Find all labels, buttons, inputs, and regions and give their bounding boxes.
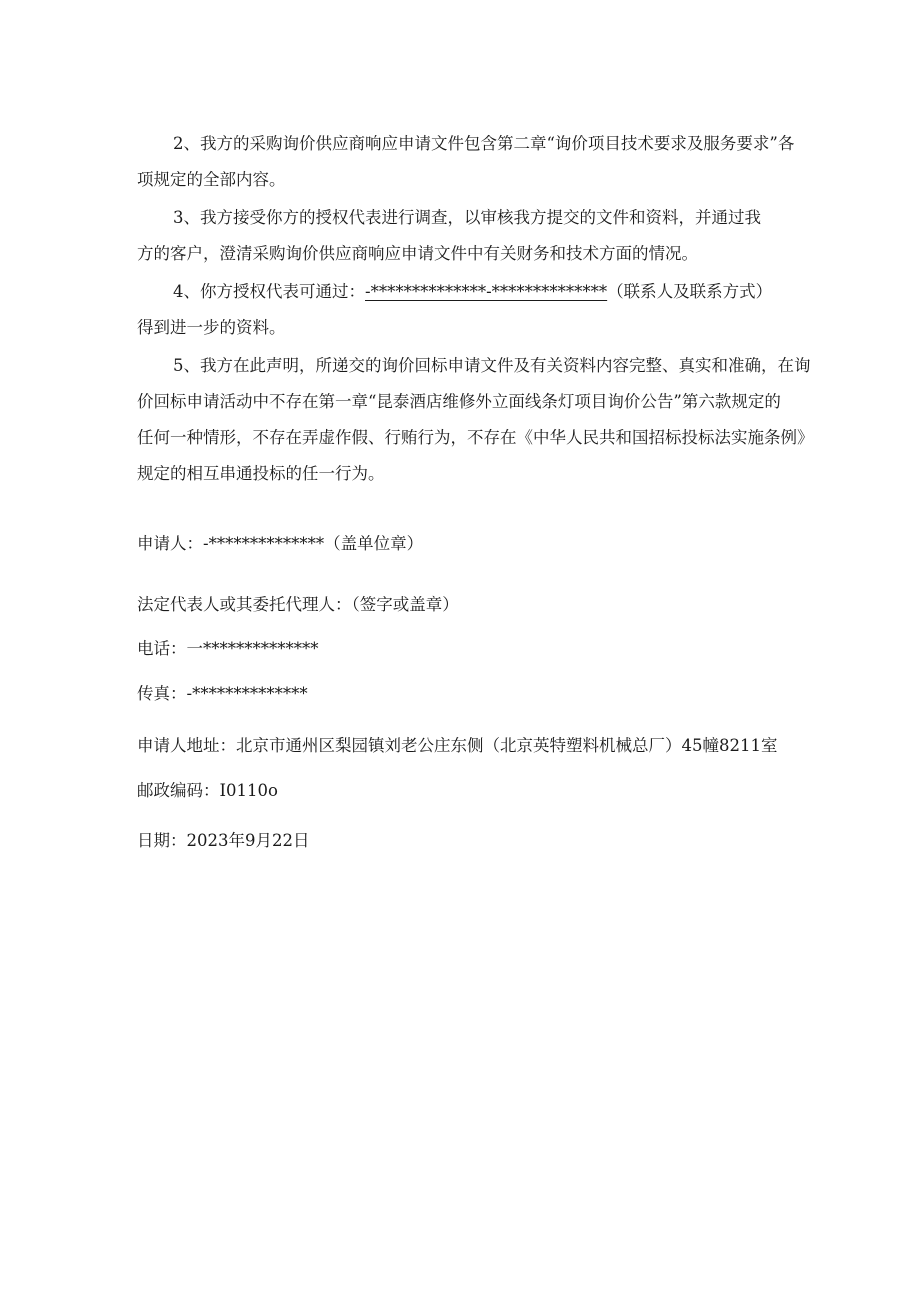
postcode-value: I0110o	[219, 781, 278, 800]
clause-3	[137, 200, 817, 272]
clause-4	[137, 274, 817, 346]
date-line: 日期：2023年9月22日	[137, 831, 310, 850]
applicant-line: 申请人：-**************（盖单位章）	[137, 534, 424, 553]
postcode-line	[137, 779, 278, 803]
clause-2-line-1: 2、我方的采购询价供应商响应申请文件包含第二章“询价项目技术要求及服务要求”各	[173, 134, 795, 153]
clause-3-line-1: 3、我方接受你方的授权代表进行调查，以审核我方提交的文件和资料，并通过我	[173, 208, 761, 227]
address-line: 申请人地址：北京市通州区梨园镇刘老公庄东侧（北京英特塑料机械总厂）45幢8211室	[137, 736, 778, 755]
legal-representative-line: 法定代表人或其委托代理人：（签字或盖章）	[137, 595, 459, 614]
clause-5-line-3: 任何一种情形，不存在弄虚作假、行贿行为，不存在《中华人民共和国招标投标法实施条例》	[137, 428, 814, 447]
phone-line: 电话：一**************	[137, 639, 319, 658]
clause-3-line-2: 方的客户，澄清采购询价供应商响应申请文件中有关财务和技术方面的情况。	[137, 244, 698, 263]
clause-4-line-2: 得到进一步的资料。	[137, 318, 286, 337]
clause-5-line-1: 5、我方在此声明，所递交的询价回标申请文件及有关资料内容完整、真实和准确，在询	[173, 356, 811, 375]
clause-5	[137, 348, 817, 492]
clause-4-prefix: 4、你方授权代表可通过：	[173, 282, 365, 301]
fax-line: 传真：-**************	[137, 684, 308, 703]
clause-5-line-2: 价回标申请活动中不存在第一章“昆泰酒店维修外立面线条灯项目询价公告”第六款规定的	[137, 392, 781, 411]
clause-2	[137, 126, 817, 198]
clause-4-suffix: （联系人及联系方式）	[607, 282, 773, 301]
clause-5-line-4: 规定的相互串通投标的任一行为。	[137, 464, 385, 483]
postcode-label: 邮政编码：	[137, 781, 220, 800]
clause-4-contact: -**************-**************	[365, 282, 608, 301]
clause-2-line-2: 项规定的全部内容。	[137, 170, 286, 189]
